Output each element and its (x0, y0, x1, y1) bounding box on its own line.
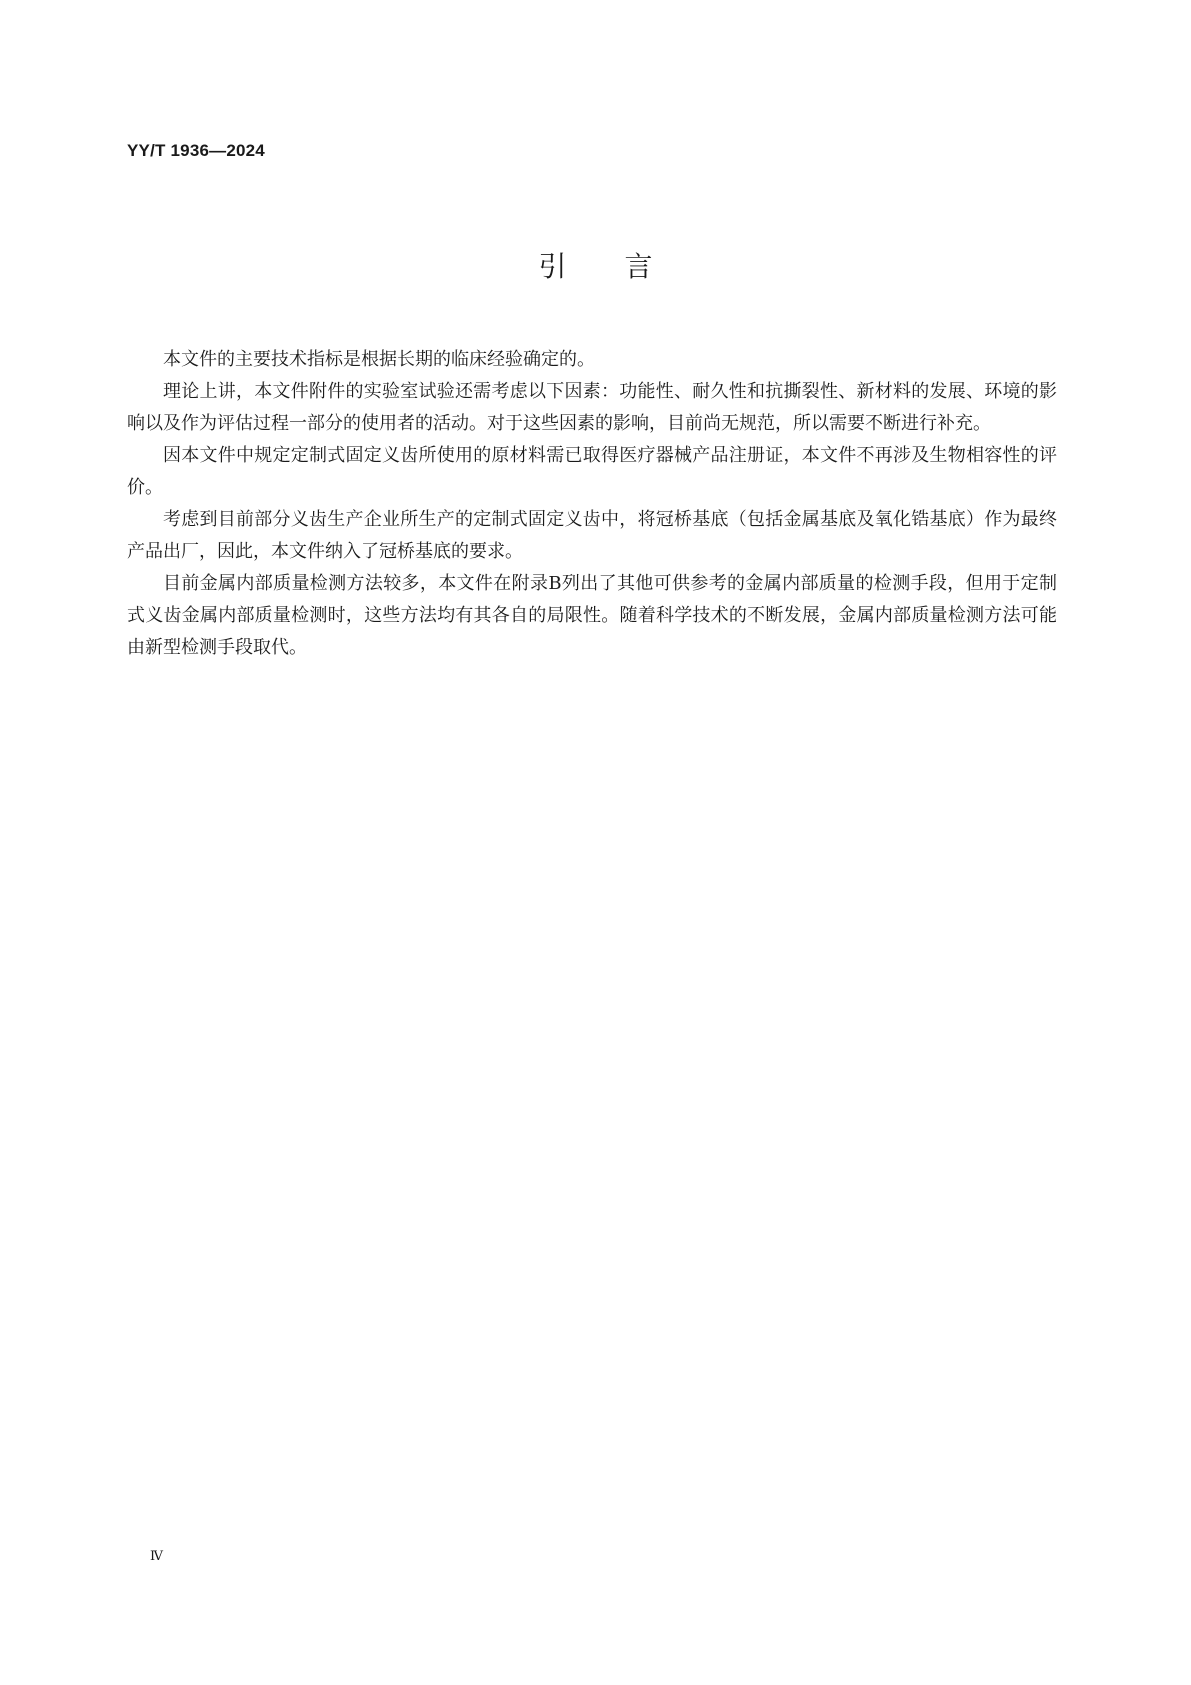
paragraph: 本文件的主要技术指标是根据长期的临床经验确定的。 (163, 349, 595, 370)
body-text (127, 344, 1057, 664)
document-code: YY/T 1936—2024 (127, 141, 265, 160)
section-title: 引言 (538, 250, 711, 283)
paragraph: 考虑到目前部分义齿生产企业所生产的定制式固定义齿中，将冠桥基底（包括金属基底及氧化锆基底）作为最终产品出厂，因此，本文件纳入了冠桥基底的要求。 (127, 509, 1057, 562)
paragraph: 因本文件中规定定制式固定义齿所使用的原材料需已取得医疗器械产品注册证，本文件不再涉及生物相容性的评价。 (127, 445, 1057, 498)
paragraph: 理论上讲，本文件附件的实验室试验还需考虑以下因素：功能性、耐久性和抗撕裂性、新材料的发展、环境的影响以及作为评估过程一部分的使用者的活动。对于这些因素的影响，目前尚无规范，所以需要不断进行补充。 (127, 381, 1057, 434)
paragraph: 目前金属内部质量检测方法较多，本文件在附录B列出了其他可供参考的金属内部质量的检测手段，但用于定制式义齿金属内部质量检测时，这些方法均有其各自的局限性。随着科学技术的不断发展，金属内部质量检测方法可能由新型检测手段取代。 (127, 573, 1057, 658)
page-number: Ⅳ (150, 1549, 163, 1564)
